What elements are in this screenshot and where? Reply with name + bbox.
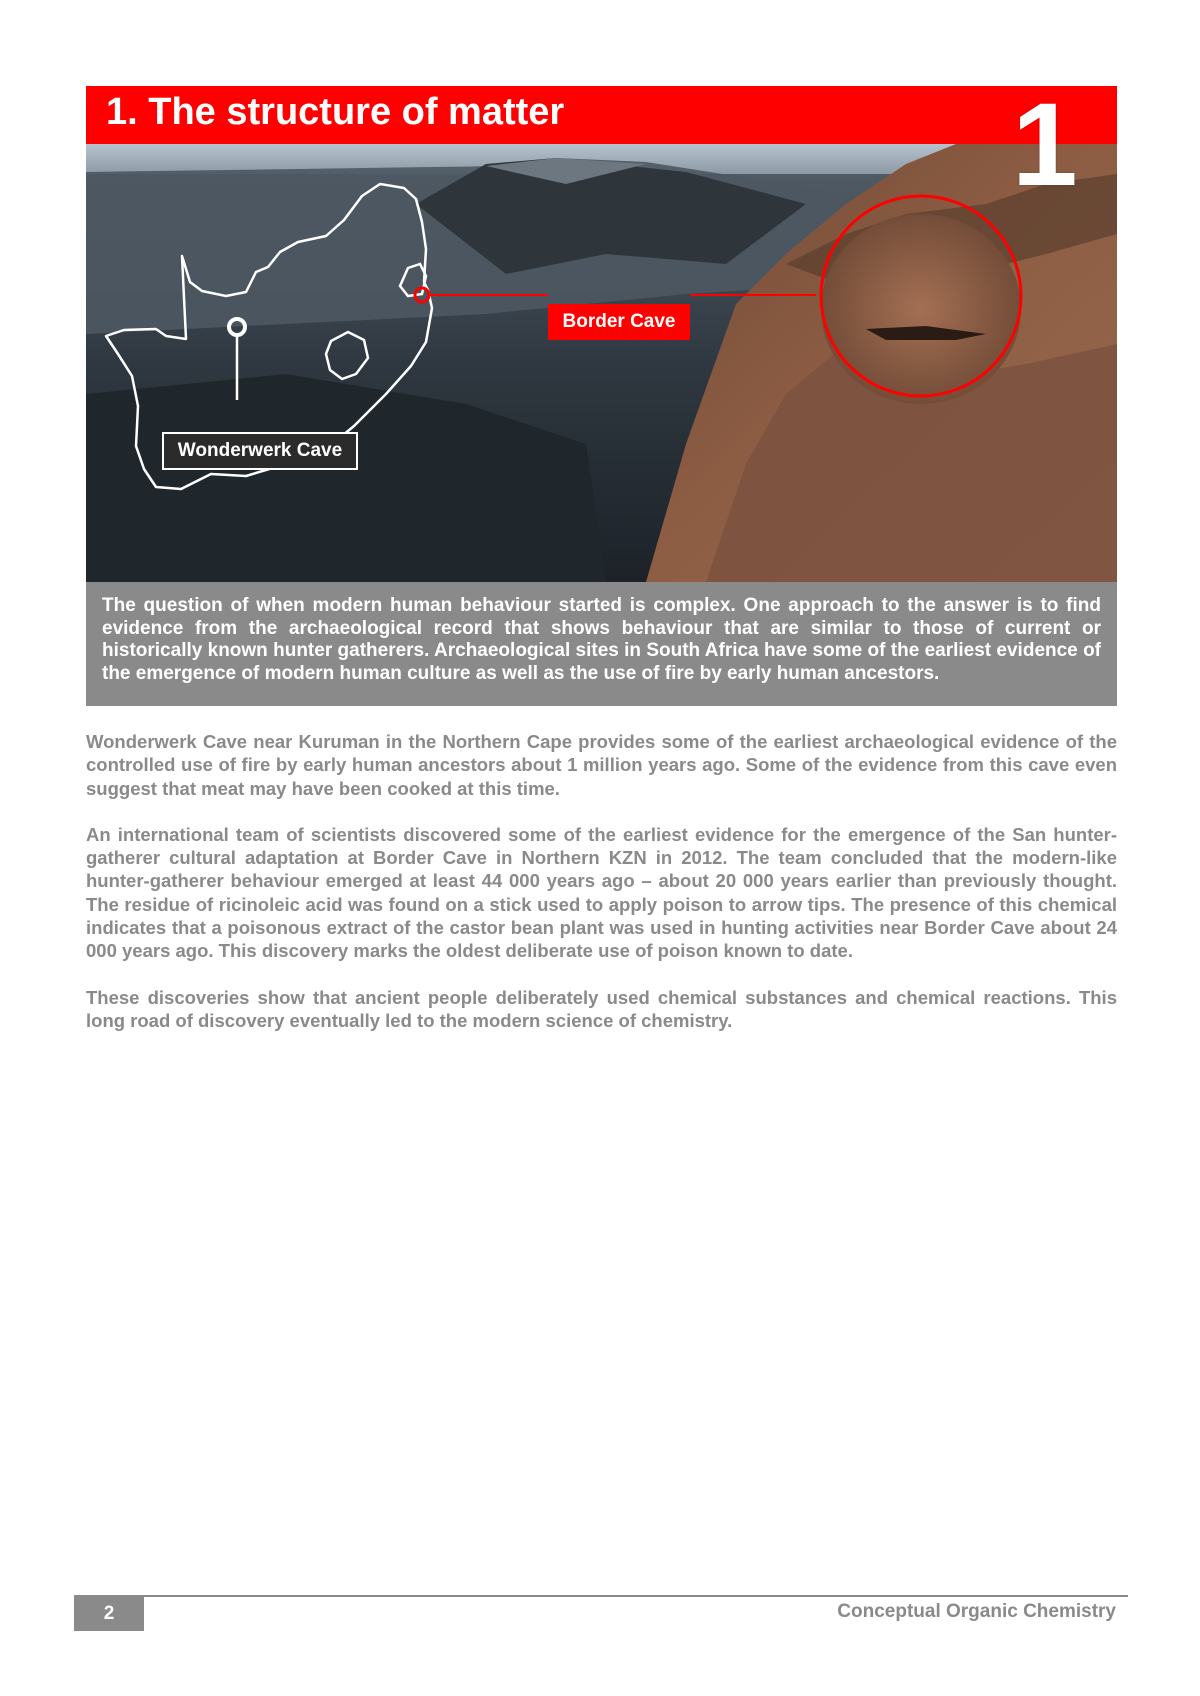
paragraph: These discoveries show that ancient people deliberately used chemical substances and chemical reactions. This long road of discovery eventually led to the modern science of chemistry. [86,986,1117,1031]
footer-divider [74,1595,1128,1597]
border-cave-label: Border Cave [548,304,690,340]
image-caption-box [86,582,1117,706]
image-caption: The question of when modern human behaviour started is complex. One approach to the answer is to find evidence from the archaeological record that shows behaviour that are similar to those of current or historically known hunter gatherers. Archaeological sites in South Africa have some of the earliest evidence of the emergence of modern human culture as well as the use of fire by early human ancestors. [102,595,1101,684]
body-text [86,730,1117,1055]
paragraph: An international team of scientists discovered some of the earliest evidence for the emergence of the San hunter-gatherer cultural adaptation at Border Cave in Northern KZN in 2012. The team concluded that the modern-like hunter-gatherer behaviour emerged at least 44 000 years ago – about 20 000 years earlier than previously thought. The residue of ricinoleic acid was found on a stick used to apply poison to arrow tips. The presence of this chemical indicates that a poisonous extract of the castor bean plant was used in hunting activities near Border Cave about 24 000 years ago. This discovery marks the oldest deliberate use of poison known to date. [86,823,1117,962]
chapter-title: 1. The structure of matter [106,91,565,133]
chapter-banner [86,86,1117,144]
wonderwerk-cave-label: Wonderwerk Cave [162,432,358,470]
chapter-number: 1 [1012,79,1078,211]
book-title: Conceptual Organic Chemistry [837,1601,1116,1622]
hero-image [86,144,1117,582]
landscape-illustration [86,144,1117,582]
page-number: 2 [74,1597,144,1631]
paragraph: Wonderwerk Cave near Kuruman in the Northern Cape provides some of the earliest archaeological evidence of the controlled use of fire by early human ancestors about 1 million years ago. Some of the evidence from this cave even suggest that meat may have been cooked at this time. [86,731,1117,799]
